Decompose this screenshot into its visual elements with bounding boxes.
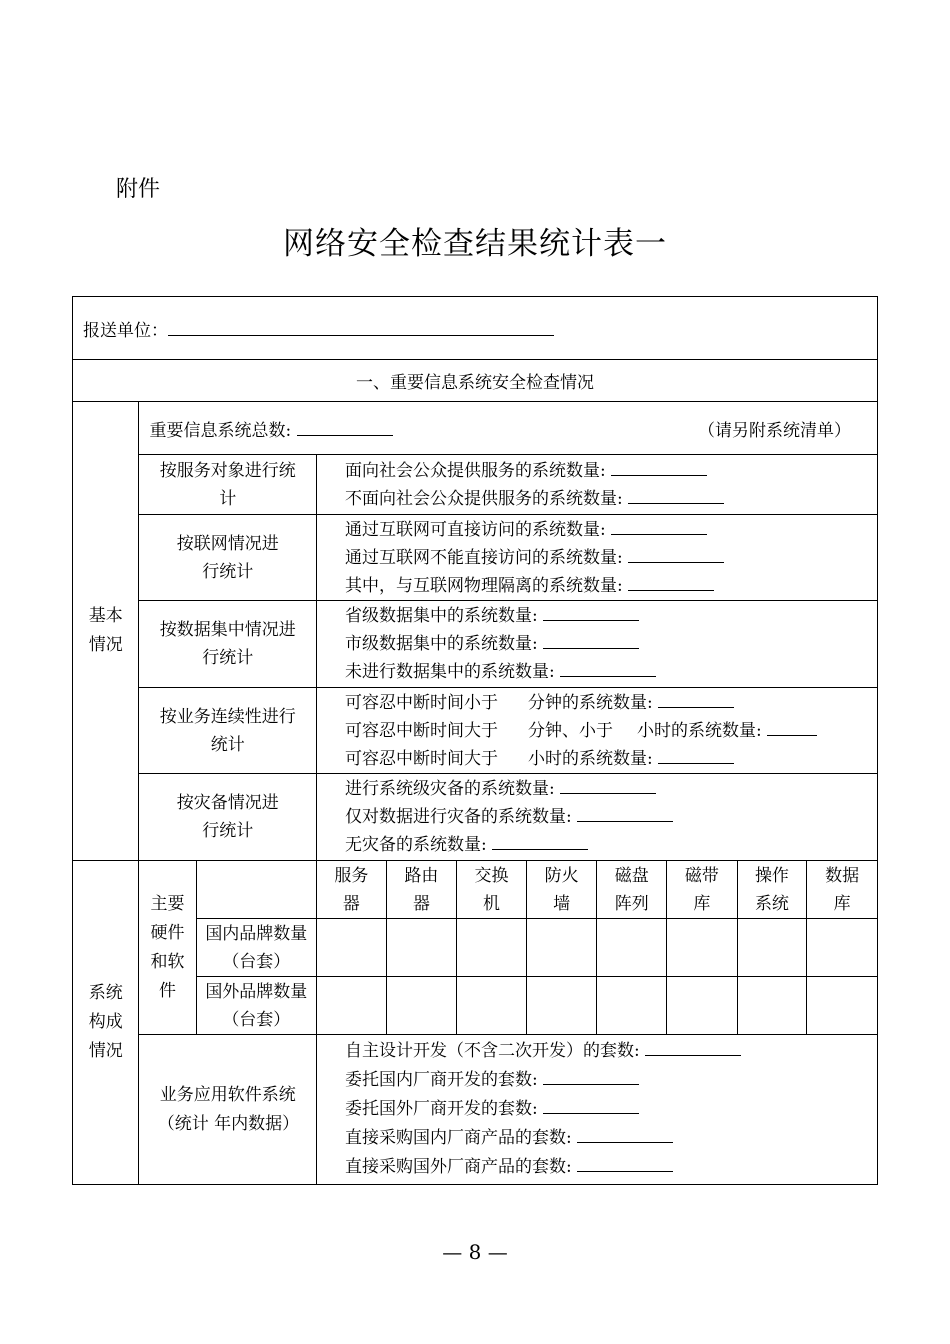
item-label: 省级数据集中的系统数量: bbox=[345, 606, 538, 626]
data-cell[interactable] bbox=[737, 977, 807, 1035]
group-service-title: 按服务对象进行统计 bbox=[139, 455, 317, 515]
page-number: — 8 — bbox=[442, 1240, 508, 1264]
item-label: 市级数据集中的系统数量: bbox=[345, 634, 538, 654]
input-field[interactable] bbox=[560, 779, 656, 794]
item-label: 不面向社会公众提供服务的系统数量: bbox=[345, 488, 623, 509]
input-field[interactable] bbox=[543, 634, 639, 649]
col-header: 磁带库 bbox=[667, 861, 738, 919]
group-continuity-title: 按业务连续性进行统计 bbox=[139, 688, 317, 774]
input-field[interactable] bbox=[611, 520, 707, 535]
input-field[interactable] bbox=[577, 807, 673, 822]
item-label: 分钟的系统数量: bbox=[528, 692, 653, 713]
input-field[interactable] bbox=[658, 749, 734, 764]
item-label: 直接采购国外厂商产品的套数: bbox=[345, 1157, 572, 1177]
col-header: 操作系统 bbox=[737, 861, 807, 919]
input-field[interactable] bbox=[611, 461, 707, 476]
item-label: 进行系统级灾备的系统数量: bbox=[345, 779, 555, 799]
item-label: 面向社会公众提供服务的系统数量: bbox=[345, 460, 606, 481]
composition-label: 系统构成情况 bbox=[73, 861, 139, 1185]
group-data-title: 按数据集中情况进行统计 bbox=[139, 601, 317, 688]
data-cell[interactable] bbox=[317, 919, 387, 977]
input-field[interactable] bbox=[628, 489, 724, 504]
input-field[interactable] bbox=[628, 548, 724, 563]
input-field[interactable] bbox=[577, 1157, 673, 1172]
data-cell[interactable] bbox=[386, 977, 457, 1035]
input-field[interactable] bbox=[543, 1070, 639, 1085]
row-header-foreign: 国外品牌数量（台套） bbox=[196, 977, 316, 1035]
group-data-items bbox=[317, 601, 878, 688]
item-label: 无灾备的系统数量: bbox=[345, 835, 487, 855]
data-cell[interactable] bbox=[737, 919, 807, 977]
attachment-label: 附件 bbox=[116, 177, 161, 202]
group-continuity-items bbox=[317, 688, 878, 774]
statistics-table bbox=[72, 296, 878, 1185]
group-network-items bbox=[317, 515, 878, 601]
item-label: 可容忍中断时间大于 bbox=[345, 748, 499, 769]
item-label: 通过互联网可直接访问的系统数量: bbox=[345, 519, 606, 540]
basic-label: 基本情况 bbox=[73, 402, 139, 861]
input-field[interactable] bbox=[577, 1128, 673, 1143]
page-title: 网络安全检查结果统计表一 bbox=[283, 226, 667, 262]
data-cell[interactable] bbox=[526, 977, 597, 1035]
item-label: 委托国内厂商开发的套数: bbox=[345, 1070, 538, 1090]
item-label: 小时的系统数量: bbox=[637, 720, 762, 741]
data-cell[interactable] bbox=[457, 919, 527, 977]
col-header: 磁盘阵列 bbox=[597, 861, 667, 919]
section-heading: 一、重要信息系统安全检查情况 bbox=[73, 360, 878, 402]
item-label: 委托国外厂商开发的套数: bbox=[345, 1099, 538, 1119]
item-label: 其中，与互联网物理隔离的系统数量: bbox=[345, 575, 623, 596]
input-field[interactable] bbox=[645, 1041, 741, 1056]
item-label: 可容忍中断时间小于 bbox=[345, 692, 499, 713]
data-cell[interactable] bbox=[807, 977, 878, 1035]
data-cell[interactable] bbox=[597, 919, 667, 977]
total-note: （请另附系统清单） bbox=[698, 420, 851, 441]
item-label: 分钟、小于 bbox=[528, 720, 614, 741]
col-header: 防火墙 bbox=[526, 861, 597, 919]
row-header-domestic: 国内品牌数量（台套） bbox=[196, 919, 316, 977]
data-cell[interactable] bbox=[526, 919, 597, 977]
total-label: 重要信息系统总数: bbox=[149, 420, 292, 441]
col-header: 交换机 bbox=[457, 861, 527, 919]
app-title: 业务应用软件系统（统计 年内数据） bbox=[139, 1035, 317, 1185]
group-backup-items bbox=[317, 774, 878, 861]
input-field[interactable] bbox=[767, 721, 817, 736]
input-field[interactable] bbox=[628, 576, 714, 591]
item-label: 直接采购国内厂商产品的套数: bbox=[345, 1128, 572, 1148]
item-label: 可容忍中断时间大于 bbox=[345, 720, 499, 741]
col-header: 服务器 bbox=[317, 861, 387, 919]
data-cell[interactable] bbox=[807, 919, 878, 977]
input-field[interactable] bbox=[560, 662, 656, 677]
total-field[interactable] bbox=[297, 421, 393, 436]
col-header: 路由器 bbox=[386, 861, 457, 919]
data-cell[interactable] bbox=[457, 977, 527, 1035]
group-network-title: 按联网情况进行统计 bbox=[139, 515, 317, 601]
item-label: 未进行数据集中的系统数量: bbox=[345, 662, 555, 682]
data-cell[interactable] bbox=[667, 977, 738, 1035]
group-backup-title: 按灾备情况进行统计 bbox=[139, 774, 317, 861]
group-service-items bbox=[317, 455, 878, 515]
app-items bbox=[317, 1035, 878, 1185]
input-field[interactable] bbox=[543, 1099, 639, 1114]
input-field[interactable] bbox=[492, 835, 588, 850]
input-field[interactable] bbox=[543, 606, 639, 621]
item-label: 通过互联网不能直接访问的系统数量: bbox=[345, 547, 623, 568]
item-label: 小时的系统数量: bbox=[528, 748, 653, 769]
data-cell[interactable] bbox=[317, 977, 387, 1035]
data-cell[interactable] bbox=[667, 919, 738, 977]
hw-sw-label: 主要硬件和软件 bbox=[139, 861, 196, 1035]
input-field[interactable] bbox=[658, 693, 734, 708]
data-cell[interactable] bbox=[597, 977, 667, 1035]
item-label: 仅对数据进行灾备的系统数量: bbox=[345, 807, 572, 827]
report-unit-row bbox=[73, 297, 878, 360]
report-unit-label: 报送单位： bbox=[83, 320, 168, 341]
corner-cell bbox=[196, 861, 316, 919]
item-label: 自主设计开发（不含二次开发）的套数: bbox=[345, 1041, 640, 1061]
report-unit-field[interactable] bbox=[168, 321, 554, 336]
total-row bbox=[139, 402, 878, 455]
data-cell[interactable] bbox=[386, 919, 457, 977]
col-header: 数据库 bbox=[807, 861, 878, 919]
